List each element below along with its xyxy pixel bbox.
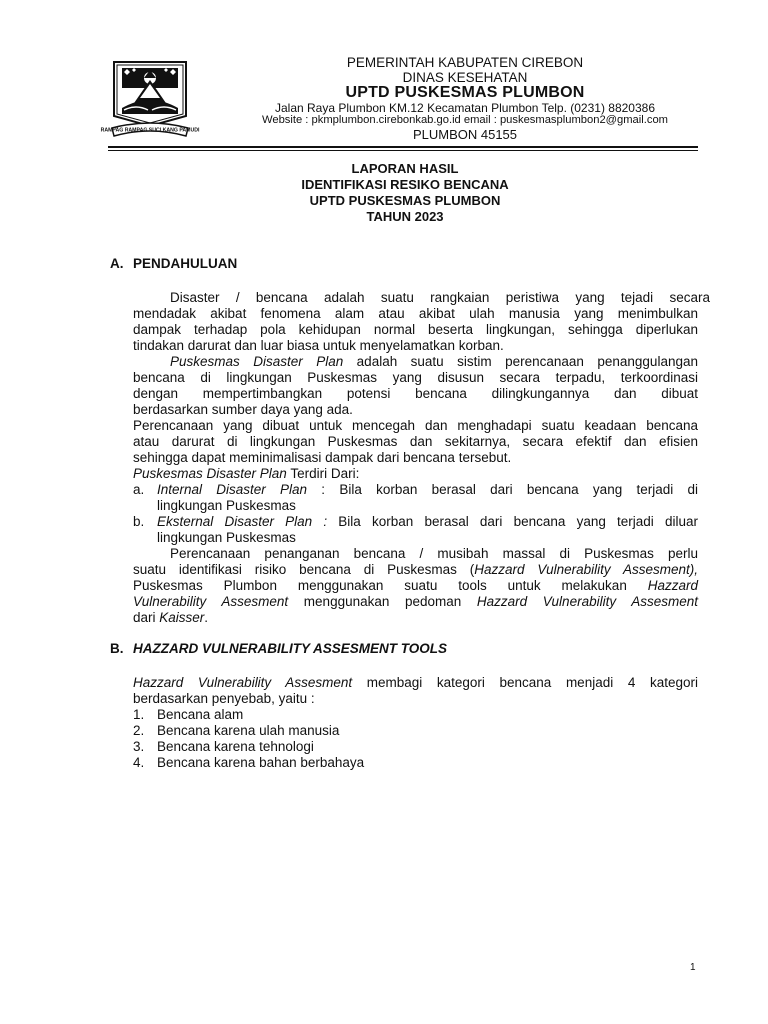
report-title-line-3: UPTD PUSKESMAS PLUMBON <box>309 193 501 208</box>
term-hva: Hazzard Vulnerability Assesment <box>133 675 353 690</box>
list-marker: b. <box>133 514 145 529</box>
list-number: 2. <box>133 723 145 738</box>
list-item: Bencana karena bahan berbahaya <box>157 755 365 770</box>
report-title-line-1: LAPORAN HASIL <box>351 161 459 176</box>
term-hva: Hazzard Vulnerability Assesment <box>476 594 698 609</box>
report-title-line-2: IDENTIFIKASI RESIKO BENCANA <box>301 177 509 192</box>
paragraph-text: dari <box>133 610 160 625</box>
paragraph-text: Puskesmas Plumbon menggunakan suatu tools untuk melakukan <box>133 578 648 593</box>
paragraph-line: berdasarkan sumber daya yang ada. <box>133 402 353 417</box>
list-item-text: Bila korban berasal dari bencana yang terjadi diluar <box>327 514 698 529</box>
letterhead-contact: Website : pkmplumbon.cirebonkab.go.id email : puskesmasplumbon2@gmail.com <box>261 114 668 126</box>
list-item: Bencana alam <box>157 707 244 722</box>
paragraph-line <box>133 562 698 578</box>
paragraph-line: bencana di lingkungan Puskesmas yang disusun secara terpadu, terkoordinasi <box>133 370 698 385</box>
letterhead-institution: UPTD PUSKESMAS PLUMBON <box>345 84 585 101</box>
paragraph-line: mendadak akibat fenomena alam atau akibat ulah manusia yang menimbulkan <box>133 306 698 321</box>
list-item: Bencana karena tehnologi <box>157 739 314 754</box>
cirebon-regency-emblem-icon <box>100 58 200 140</box>
letterhead-postal: PLUMBON 45155 <box>412 127 518 142</box>
paragraph-line: dengan mempertimbangkan potensi bencana dilingkungannya dan dibuat <box>133 386 698 401</box>
term-vulnerability-assesment: Vulnerability Assesment <box>133 594 289 609</box>
list-item: Bencana karena ulah manusia <box>157 723 340 738</box>
paragraph-line: berdasarkan penyebab, yaitu : <box>133 691 315 706</box>
letterhead-government: PEMERINTAH KABUPATEN CIREBON <box>346 55 584 70</box>
paragraph-line: Disaster / bencana adalah suatu rangkaian peristiwa yang tejadi secara <box>170 290 710 305</box>
report-title-line-4: TAHUN 2023 <box>366 209 444 224</box>
paragraph-line: sehingga dapat meminimalisasi dampak dari bencana tersebut. <box>133 450 512 465</box>
section-a-letter: A. <box>110 256 124 271</box>
term-internal-disaster-plan: Internal Disaster Plan <box>157 482 308 497</box>
list-item-continuation: lingkungan Puskesmas <box>157 530 296 545</box>
paragraph-text: suatu identifikasi risiko bencana di Puskesmas ( <box>133 562 475 577</box>
list-number: 1. <box>133 707 145 722</box>
letterhead-divider-thin <box>108 150 698 151</box>
list-number: 3. <box>133 739 145 754</box>
term-eksternal-disaster-plan: Eksternal Disaster Plan : <box>157 514 328 529</box>
paragraph-line <box>133 675 698 691</box>
paragraph-line: atau darurat di lingkungan Puskesmas dan sekitarnya, secara efektif dan efisien <box>133 434 698 449</box>
paragraph-line <box>133 578 698 594</box>
letterhead-department: DINAS KESEHATAN <box>402 70 528 85</box>
page-number: 1 <box>690 962 696 973</box>
term-puskesmas-disaster-plan: Puskesmas Disaster Plan <box>133 466 287 481</box>
paragraph-text: menggunakan pedoman <box>288 594 477 609</box>
list-number: 4. <box>133 755 145 770</box>
paragraph-text: adalah suatu sistim perencanaan penanggulangan <box>343 354 698 369</box>
term-kaisser: Kaisser <box>159 610 205 625</box>
term-hazzard: Hazzard <box>647 578 698 593</box>
paragraph-line: Perencanaan yang dibuat untuk mencegah dan menghadapi suatu keadaan bencana <box>133 418 698 433</box>
paragraph-line: dampak terhadap pola kehidupan normal beserta lingkungan, sehingga diperlukan <box>133 322 698 337</box>
paragraph-text: . <box>204 610 209 625</box>
term-hva: Hazzard Vulnerability Assesment), <box>474 562 698 577</box>
paragraph-line <box>170 354 698 370</box>
paragraph-text: membagi kategori bencana menjadi 4 kategori <box>352 675 698 690</box>
list-item-internal <box>157 482 698 498</box>
paragraph-line <box>133 610 208 626</box>
paragraph-line: Perencanaan penanganan bencana / musibah massal di Puskesmas perlu <box>170 546 698 561</box>
letterhead-divider-thick <box>108 146 698 148</box>
section-b-letter: B. <box>110 641 124 656</box>
paragraph-line <box>133 594 698 610</box>
svg-text:RAMPAG RAMPAG SUCI KANG PAMUDI: RAMPAG RAMPAG SUCI KANG PAMUDI <box>100 127 200 134</box>
list-item-external <box>157 514 698 530</box>
section-b-heading: HAZZARD VULNERABILITY ASSESMENT TOOLS <box>133 641 448 656</box>
list-marker: a. <box>133 482 145 497</box>
paragraph-line <box>133 466 359 482</box>
section-a-heading: PENDAHULUAN <box>133 256 238 271</box>
list-item-continuation: lingkungan Puskesmas <box>157 498 296 513</box>
list-item-text: Bila korban berasal dari bencana yang terjadi di <box>339 482 698 497</box>
paragraph-line: tindakan darurat dan luar biasa untuk menyelamatkan korban. <box>133 338 504 353</box>
paragraph-text: Terdiri Dari: <box>286 466 360 481</box>
letterhead-address: Jalan Raya Plumbon KM.12 Kecamatan Plumbon Telp. (0231) 8820386 <box>274 101 655 115</box>
list-item-separator: : <box>307 482 340 497</box>
term-puskesmas-disaster-plan: Puskesmas Disaster Plan <box>170 354 344 369</box>
